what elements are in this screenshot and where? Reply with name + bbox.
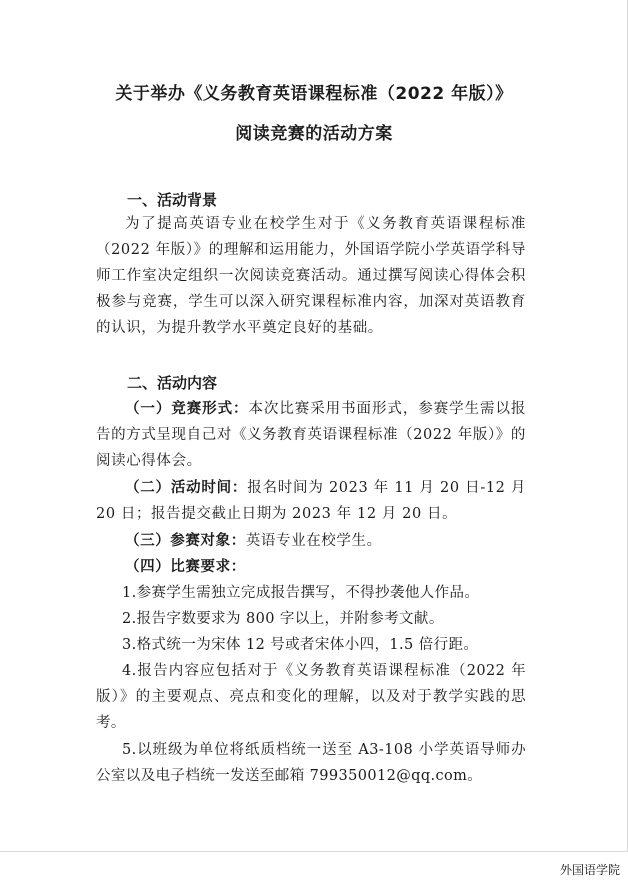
footer-school-label: 外国语学院 <box>559 863 620 877</box>
list-item: 1.参赛学生需独立完成报告撰写，不得抄袭他人作品。 <box>122 585 480 601</box>
section-heading-content: 二、活动内容 <box>127 374 218 392</box>
document-title-line2: 阅读竞赛的活动方案 <box>235 124 393 144</box>
text-activity-time: 报名时间为 2023 年 11 月 20 日-12 月 20 日；报告提交截止日期为 2023 年 12 月 20 日。 <box>96 480 526 522</box>
label-requirements: （四）比赛要求： <box>125 559 246 575</box>
paragraph-participants <box>96 528 526 554</box>
section-heading-background: 一、活动背景 <box>127 191 218 209</box>
list-item: 2.报告字数要求为 800 字以上，并附参考文献。 <box>122 611 444 627</box>
label-competition-form: （一）竞赛形式： <box>125 401 249 417</box>
list-item: 5.以班级为单位将纸质档统一送至 A3-108 小学英语导师办公室以及电子档统一发送至邮箱 799350012@qq.com。 <box>96 742 526 784</box>
paragraph-competition-form <box>96 396 526 474</box>
paragraph-background: 为了提高英语专业在校学生对于《义务教育英语课程标准（2022 年版）》的理解和运用能力，外国语学院小学英语学科导师工作室决定组织一次阅读竞赛活动。通过撰写阅读心得体会积极参与竞赛，学生可以深入研究课程标准内容，加深对英语教育的认识，为提升教学水平奠定良好的基础。 <box>96 216 526 336</box>
label-participants: （三）参赛对象： <box>125 533 246 549</box>
paragraph-requirements <box>96 554 526 580</box>
list-item: 3.格式统一为宋体 12 号或者宋体小四，1.5 倍行距。 <box>122 637 479 653</box>
text-competition-form: 本次比赛采用书面形式，参赛学生需以报告的方式呈现自己对《义务教育英语课程标准（2022 年版）》的阅读心得体会。 <box>96 401 526 469</box>
label-activity-time: （二）活动时间： <box>125 480 248 496</box>
paragraph-activity-time <box>96 475 526 527</box>
text-participants: 英语专业在校学生。 <box>245 533 382 549</box>
list-item: 4.报告内容应包括对于《义务教育英语课程标准（2022 年版）》的主要观点、亮点和变化的理解，以及对于教学实践的思考。 <box>96 663 526 731</box>
document-title-line1: 关于举办《义务教育英语课程标准（2022 年版）》 <box>115 84 513 104</box>
